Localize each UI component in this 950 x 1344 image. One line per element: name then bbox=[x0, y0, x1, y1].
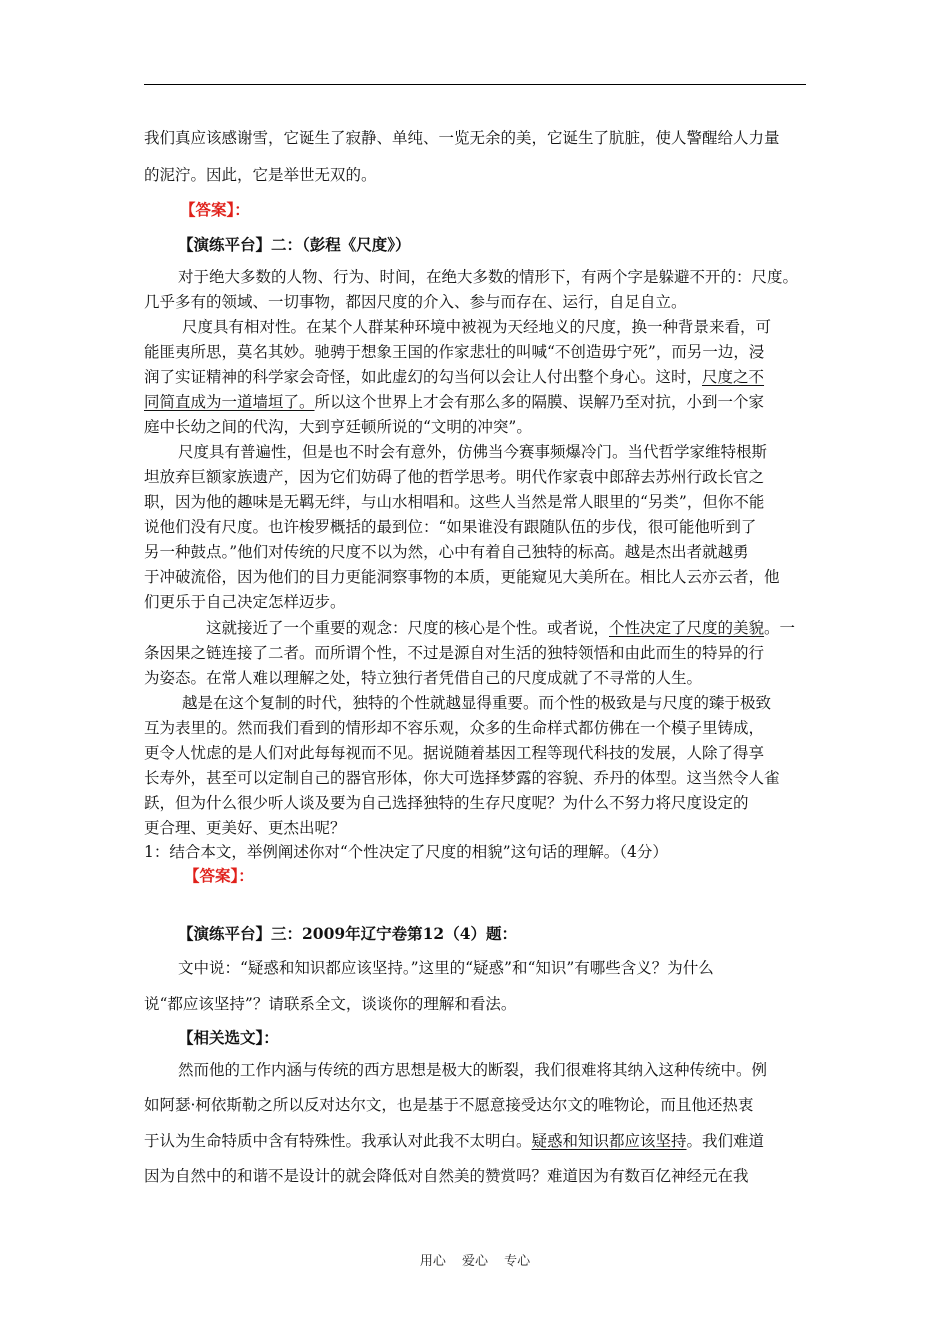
header-rule bbox=[144, 84, 806, 85]
answer-label: 【答案】： bbox=[180, 200, 250, 219]
text-line: 能匪夷所思，莫名其妙。驰骋于想象王国的作家悲壮的叫喊“不创造毋宁死”，而另一边，浸 bbox=[144, 343, 765, 361]
text-line: 坦放弃巨额家族遗产，因为它们妨碍了他的哲学思考。明代作家袁中郎辞去苏州行政长官之 bbox=[144, 468, 765, 486]
text-span: 所以这个世界上才会有那么多的隔膜、误解乃至对抗，小到一个家 bbox=[314, 393, 765, 411]
text-line bbox=[144, 390, 764, 412]
answer-label-1 bbox=[180, 198, 844, 220]
section-title: 【演练平台】二：（彭程《尺度》） bbox=[178, 235, 411, 254]
underlined-text: 尺度之不 bbox=[702, 368, 765, 386]
text-span: 于认为生命特质中含有特殊性。我承认对此我不太明白。 bbox=[144, 1132, 532, 1150]
underlined-text: 疑惑和知识都应该坚持 bbox=[531, 1132, 687, 1150]
text-line: 因为自然中的和谐不是设计的就会降低对自然美的赞赏吗？难道因为有数百亿神经元在我 bbox=[144, 1167, 749, 1185]
text-line bbox=[144, 365, 764, 387]
text-line: 说“都应该坚持”？请联系全文，谈谈你的理解和看法。 bbox=[144, 995, 517, 1013]
footer-text: 专心 bbox=[504, 1254, 531, 1269]
text-line: 互为表里的。然而我们看到的情形却不容乐观，众多的生命样式都仿佛在一个模子里铸成， bbox=[144, 719, 765, 737]
underlined-text: 个性决定了尺度的美貌 bbox=[609, 619, 765, 637]
text-line: 我们真应该感谢雪，它诞生了寂静、单纯、一览无余的美，它诞生了肮脏，使人警醒给人力量 bbox=[144, 129, 780, 147]
text-line: 条因果之链连接了二者。而所谓个性，不过是源自对生活的独特领悟和由此而生的特异的行 bbox=[144, 644, 765, 662]
answer-label: 【答案】： bbox=[184, 866, 254, 885]
text-line: 文中说：“疑惑和知识都应该坚持。”这里的“疑惑”和“知识”有哪些含义？为什么 bbox=[178, 959, 714, 977]
question-1: 1：结合本文，举例阐述你对“个性决定了尺度的相貌”这句话的理解。（4分） bbox=[144, 843, 668, 861]
footer-text: 用心 bbox=[419, 1254, 446, 1269]
text-span: 这就接近了一个重要的观念：尺度的核心是个性。或者说， bbox=[206, 619, 610, 637]
page-footer bbox=[0, 1250, 950, 1269]
text-span: 。一 bbox=[764, 619, 796, 637]
text-line: 说他们没有尺度。也许梭罗概括的最到位：“如果谁没有跟随队伍的步伐，很可能他听到了 bbox=[144, 518, 757, 536]
text-line: 几乎多有的领域、一切事物，都因尺度的介入、参与而存在、运行，自足自立。 bbox=[144, 293, 687, 311]
text-line: 们更乐于自己决定怎样迈步。 bbox=[144, 593, 346, 611]
text-line: 更合理、更美好、更杰出呢？ bbox=[144, 819, 346, 837]
text-line: 更令人忧虑的是人们对此每每视而不见。据说随着基因工程等现代科技的发展，人除了得享 bbox=[144, 744, 765, 762]
text-span: 。我们难道 bbox=[686, 1132, 765, 1150]
text-line: 庭中长幼之间的代沟，大到亨廷顿所说的“文明的冲突”。 bbox=[144, 418, 532, 436]
text-line: 另一种鼓点。”他们对传统的尺度不以为然，心中有着自己独特的标高。越是杰出者就越勇 bbox=[144, 543, 749, 561]
text-line: 跃，但为什么很少听人谈及要为自己选择独特的生存尺度呢？为什么不努力将尺度设定的 bbox=[144, 794, 749, 812]
related-label: 【相关选文】： bbox=[178, 1028, 279, 1047]
section-title: 【演练平台】三：2009年辽宁卷第12（4）题： bbox=[178, 924, 517, 943]
text-span: 润了实证精神的科学家会奇怪，如此虚幻的勾当何以会让人付出整个身心。这时， bbox=[144, 368, 703, 386]
text-line: 尺度具有普遍性，但是也不时会有意外，仿佛当今赛事频爆冷门。当代哲学家维特根斯 bbox=[178, 443, 768, 461]
text-line: 于冲破流俗，因为他们的目力更能洞察事物的本质，更能窥见大美所在。相比人云亦云者，他 bbox=[144, 568, 780, 586]
text-line bbox=[144, 1129, 764, 1151]
text-line: 对于绝大多数的人物、行为、时间，在绝大多数的情形下，有两个字是躲避不开的：尺度。 bbox=[178, 268, 799, 286]
text-line: 的泥泞。因此，它是举世无双的。 bbox=[144, 166, 377, 184]
text-line bbox=[206, 616, 795, 638]
text-line: 如阿瑟·柯依斯勒之所以反对达尔文，也是基于不愿意接受达尔文的唯物论，而且他还热衷 bbox=[144, 1096, 754, 1114]
footer-text: 爱心 bbox=[461, 1254, 488, 1269]
text-line: 职，因为他的趣味是无羁无绊，与山水相唱和。这些人当然是常人眼里的“另类”，但你不能 bbox=[144, 493, 765, 511]
text-line: 为姿态。在常人难以理解之处，特立独行者凭借自己的尺度成就了不寻常的人生。 bbox=[144, 669, 703, 687]
text-line: 长寿外，甚至可以定制自己的器官形体，你大可选择梦露的容貌、乔丹的体型。这当然令人雀 bbox=[144, 769, 780, 787]
text-line: 然而他的工作内涵与传统的西方思想是极大的断裂，我们很难将其纳入这种传统中。例 bbox=[178, 1061, 768, 1079]
underlined-text: 同简直成为一道墙垣了。 bbox=[144, 393, 315, 411]
text-line: 越是在这个复制的时代，独特的个性就越显得重要。而个性的极致是与尺度的臻于极致 bbox=[182, 694, 772, 712]
text-line: 尺度具有相对性。在某个人群某种环境中被视为天经地义的尺度，换一种背景来看，可 bbox=[182, 318, 772, 336]
